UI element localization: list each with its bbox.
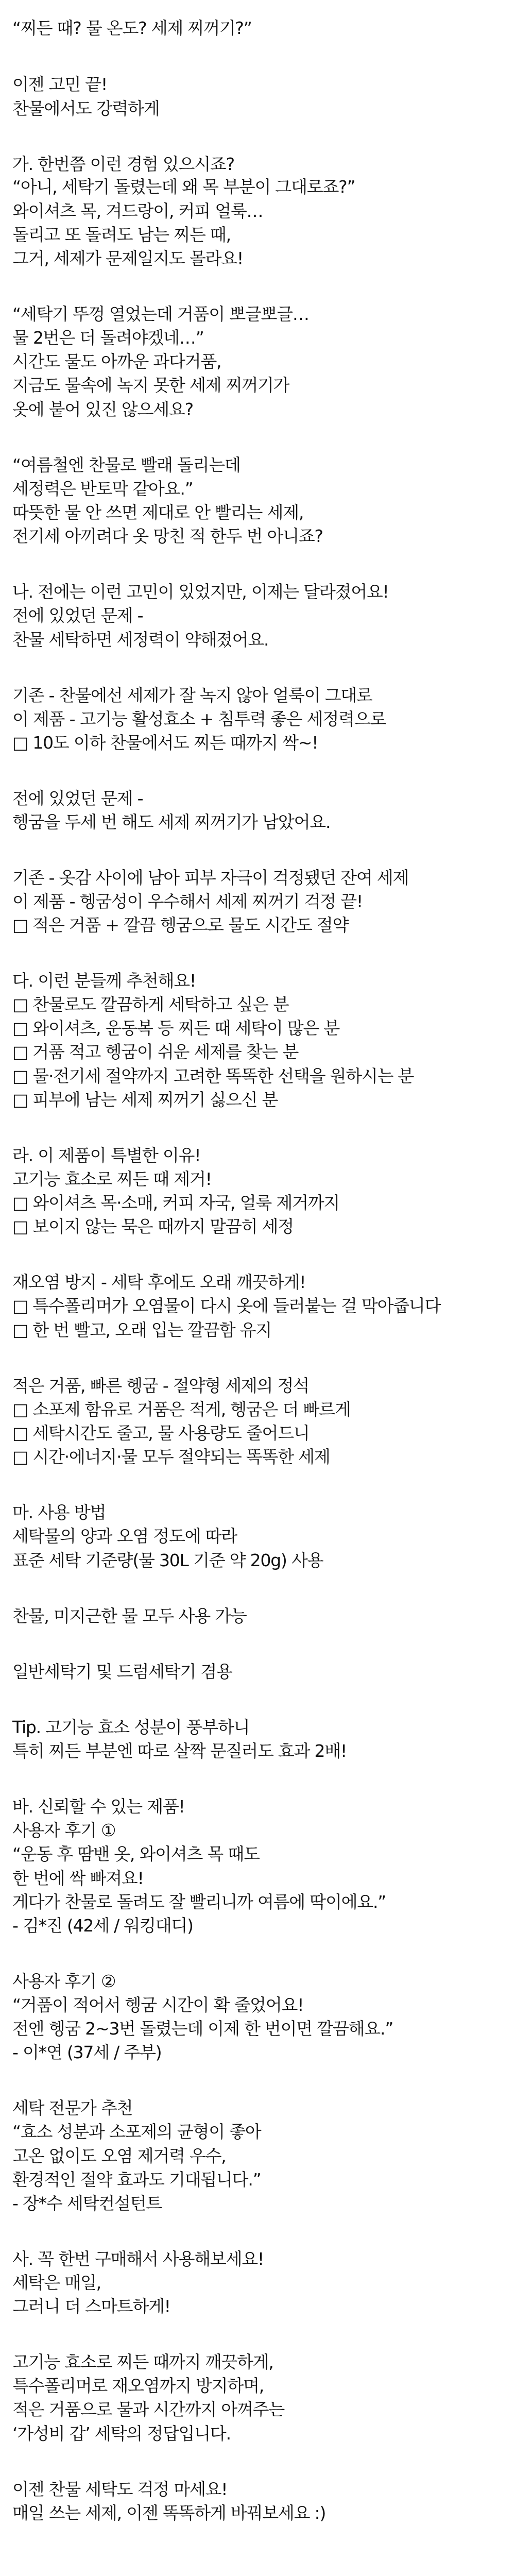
text-line: 찬물에서도 강력하게 <box>12 98 160 118</box>
text-line: 기존 - 찬물에선 세제가 잘 녹지 않아 얼룩이 그대로 <box>12 685 372 705</box>
text-line: □ 특수폴리머가 오염물이 다시 옷에 들러붙는 걸 막아줍니다 <box>12 1296 441 1316</box>
text-line: 찬물, 미지근한 물 모두 사용 가능 <box>12 1606 247 1626</box>
text-line: “찌든 때? 물 온도? 세제 찌꺼기?” <box>12 18 252 38</box>
text-line: 사. 꼭 한번 구매해서 사용해보세요! <box>12 2249 264 2269</box>
text-line: 일반세탁기 및 드럼세탁기 겸용 <box>12 1662 232 1682</box>
text-line: ‘가성비 갑’ 세탁의 정답입니다. <box>12 2424 231 2444</box>
text-line: “아니, 세탁기 돌렸는데 왜 목 부분이 그대로죠?” <box>12 177 355 197</box>
text-line: 전에 있었던 문제 - <box>12 788 143 808</box>
text-line: 다. 이런 분들께 추천해요! <box>12 971 196 991</box>
text-line: 전에 있었던 문제 - <box>12 605 143 625</box>
text-line: □ 물·전기세 절약까지 고려한 똑똑한 선택을 원하시는 분 <box>12 1066 414 1086</box>
text-line: 고기능 효소로 찌든 때 제거! <box>12 1169 212 1189</box>
text-line: 게다가 찬물로 돌려도 잘 빨리니까 여름에 딱이에요.” <box>12 1892 386 1912</box>
text-line: 기존 - 옷감 사이에 남아 피부 자극이 걱정됐던 잔여 세제 <box>12 868 409 888</box>
text-line: 적은 거품, 빠른 헹굼 - 절약형 세제의 정석 <box>12 1376 309 1396</box>
text-line: 고온 없이도 오염 제거력 우수, <box>12 2146 226 2166</box>
text-line: 가. 한번쯤 이런 경험 있으시죠? <box>12 154 234 174</box>
text-line: 한 번에 싹 빠져요! <box>12 1868 144 1888</box>
text-line: □ 와이셔츠 목·소매, 커피 자국, 얼룩 제거까지 <box>12 1193 340 1213</box>
text-line: □ 거품 적고 헹굼이 쉬운 세제를 찾는 분 <box>12 1042 299 1062</box>
text-line: 세정력은 반토막 같아요.” <box>12 479 193 499</box>
text-line: - 장*수 세탁컨설턴트 <box>12 2193 162 2213</box>
text-line: 매일 쓰는 세제, 이젠 똑똑하게 바꿔보세요 :) <box>12 2503 326 2523</box>
text-line: 세탁 전문가 추천 <box>12 2098 133 2118</box>
text-line: □ 시간·에너지·물 모두 절약되는 똑똑한 세제 <box>12 1447 330 1467</box>
text-line: 적은 거품으로 물과 시간까지 아껴주는 <box>12 2399 285 2419</box>
text-line: 라. 이 제품이 특별한 이유! <box>12 1145 201 1165</box>
text-line: □ 피부에 남는 세제 찌꺼기 싫으신 분 <box>12 1090 278 1110</box>
text-line: 찬물 세탁하면 세정력이 약해졌어요. <box>12 630 269 650</box>
text-line: 물 2번은 더 돌려야겠네…” <box>12 328 204 348</box>
text-line: 지금도 물속에 녹지 못한 세제 찌꺼기가 <box>12 375 289 395</box>
text-line: □ 소포제 함유로 거품은 적게, 헹굼은 더 빠르게 <box>12 1399 351 1419</box>
text-line: 이젠 찬물 세탁도 걱정 마세요! <box>12 2479 228 2499</box>
text-line: □ 보이지 않는 묵은 때까지 말끔히 세정 <box>12 1216 294 1236</box>
text-line: “거품이 적어서 헹굼 시간이 확 줄었어요! <box>12 1995 304 2015</box>
text-line: - 김*진 (42세 / 워킹대디) <box>12 1916 193 1936</box>
text-line: 와이셔츠 목, 겨드랑이, 커피 얼룩… <box>12 201 263 221</box>
text-line: 재오염 방지 - 세탁 후에도 오래 깨끗하게! <box>12 1272 306 1292</box>
text-line: “여름철엔 찬물로 빨래 돌리는데 <box>12 455 241 475</box>
text-line: 고기능 효소로 찌든 때까지 깨끗하게, <box>12 2352 273 2372</box>
text-line: 이 제품 - 고기능 활성효소 + 침투력 좋은 세정력으로 <box>12 709 386 729</box>
text-line: 전엔 헹굼 2~3번 돌렸는데 이제 한 번이면 깔끔해요.” <box>12 2019 393 2039</box>
text-line: 세탁은 매일, <box>12 2273 101 2293</box>
text-line: 특수폴리머로 재오염까지 방지하며, <box>12 2376 264 2396</box>
text-line: 그러니 더 스마트하게! <box>12 2296 170 2316</box>
text-line: 환경적인 절약 효과도 기대됩니다.” <box>12 2170 261 2190</box>
text-line: Tip. 고기능 효소 성분이 풍부하니 <box>12 1717 250 1737</box>
text-line: 옷에 붙어 있진 않으세요? <box>12 399 193 419</box>
text-line: □ 적은 거품 + 깔끔 헹굼으로 물도 시간도 절약 <box>12 915 349 935</box>
text-line: 시간도 물도 아까운 과다거품, <box>12 351 221 371</box>
text-line: 나. 전에는 이런 고민이 있었지만, 이제는 달라졌어요! <box>12 582 389 602</box>
text-line: 특히 찌든 부분엔 따로 살짝 문질러도 효과 2배! <box>12 1741 347 1761</box>
text-line: 마. 사용 방법 <box>12 1502 106 1522</box>
text-line: - 이*연 (37세 / 주부) <box>12 2042 162 2062</box>
text-line: “세탁기 뚜껑 열었는데 거품이 뽀글뽀글… <box>12 304 309 324</box>
text-line: □ 세탁시간도 줄고, 물 사용량도 줄어드니 <box>12 1423 310 1443</box>
text-line: 표준 세탁 기준량(물 30L 기준 약 20g) 사용 <box>12 1550 323 1570</box>
text-line: “효소 성분과 소포제의 균형이 좋아 <box>12 2122 261 2142</box>
text-line: 돌리고 또 돌려도 남는 찌든 때, <box>12 225 231 245</box>
text-line: □ 한 번 빨고, 오래 입는 깔끔함 유지 <box>12 1320 272 1340</box>
text-line: “운동 후 땀밴 옷, 와이셔츠 목 때도 <box>12 1844 260 1864</box>
text-line: 이젠 고민 끝! <box>12 74 107 94</box>
text-line: 사용자 후기 ② <box>12 1971 116 1991</box>
text-line: 바. 신뢰할 수 있는 제품! <box>12 1797 185 1817</box>
text-line: 따뜻한 물 안 쓰면 제대로 안 빨리는 세제, <box>12 502 304 522</box>
text-line: 이 제품 - 헹굼성이 우수해서 세제 찌꺼기 걱정 끝! <box>12 891 363 911</box>
text-line: 전기세 아끼려다 옷 망친 적 한두 번 아니죠? <box>12 526 323 546</box>
text-line: 사용자 후기 ① <box>12 1820 116 1840</box>
text-line: 헹굼을 두세 번 해도 세제 찌꺼기가 남았어요. <box>12 812 331 832</box>
text-line: 세탁물의 양과 오염 정도에 따라 <box>12 1526 237 1546</box>
text-line: 그거, 세제가 문제일지도 몰라요! <box>12 248 244 268</box>
text-line: □ 10도 이하 찬물에서도 찌든 때까지 싹~! <box>12 733 318 753</box>
text-line: □ 와이셔츠, 운동복 등 찌든 때 세탁이 많은 분 <box>12 1018 340 1038</box>
text-line: □ 찬물로도 깔끔하게 세탁하고 싶은 분 <box>12 994 289 1014</box>
